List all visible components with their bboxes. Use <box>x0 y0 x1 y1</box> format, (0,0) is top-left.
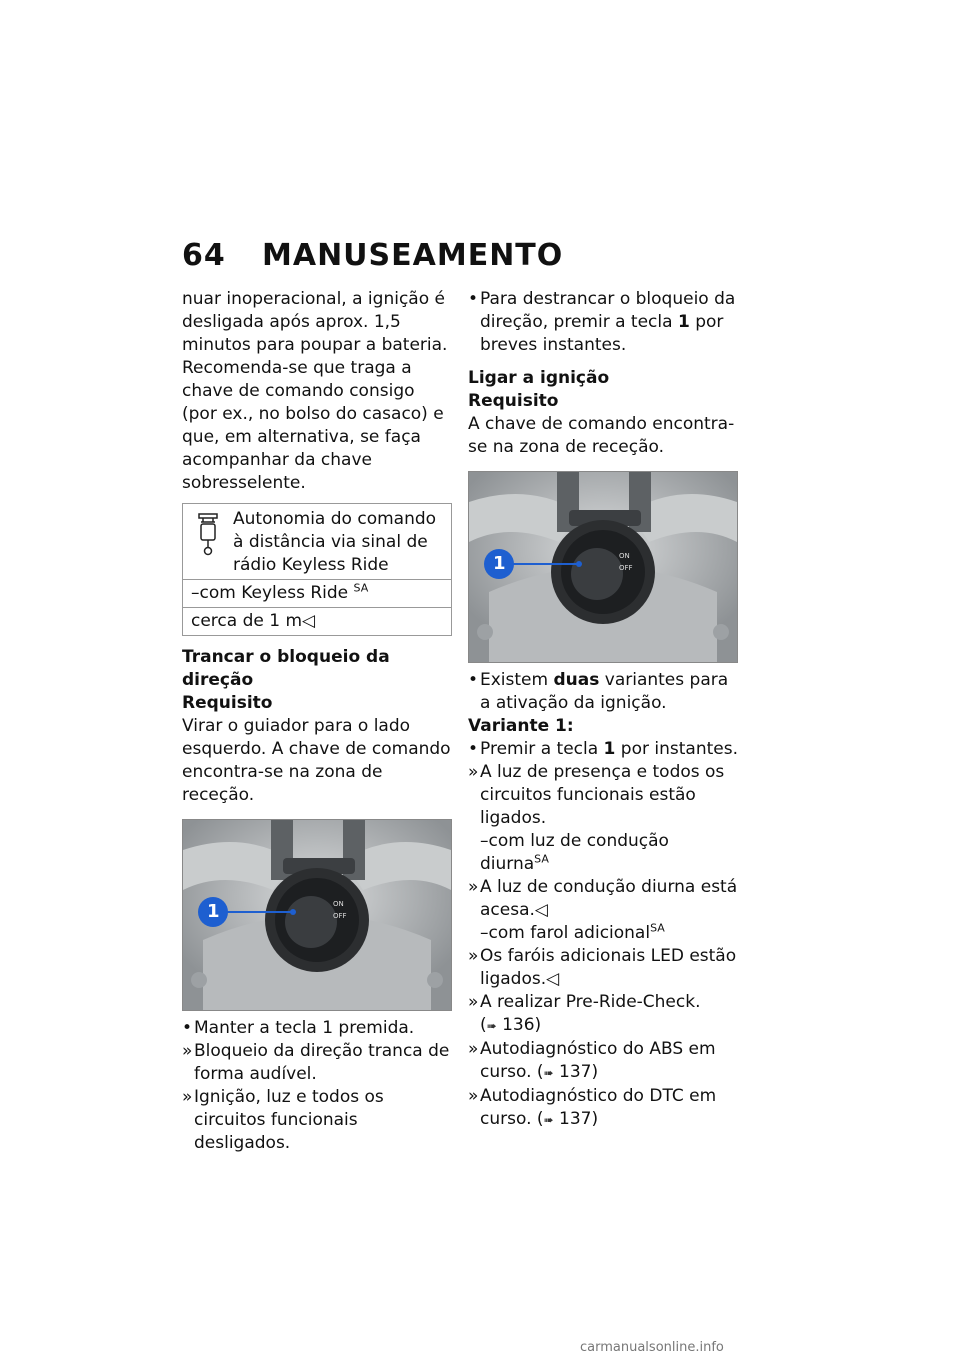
page-header <box>182 238 563 278</box>
ignition-switch-photo <box>182 819 452 1011</box>
list-item: –com farol adicional$^{SA}$ <box>480 921 665 943</box>
page-ref-arrow-icon: ➠ <box>543 1066 554 1080</box>
ignition-switch-photo <box>468 471 738 663</box>
page-ref[interactable]: 137) <box>559 1109 599 1129</box>
section-title: MANUSEAMENTO <box>262 238 564 273</box>
right-column <box>468 288 738 1132</box>
svg-text:ON: ON <box>619 552 630 560</box>
page-ref-arrow-icon: ➠ <box>486 1019 497 1033</box>
page-ref[interactable]: 137) <box>559 1062 599 1082</box>
requisite-text: A chave de comando encontra-se na zona de receção. <box>468 414 735 457</box>
range-table <box>182 503 452 636</box>
svg-text:OFF: OFF <box>619 564 633 572</box>
list-item: • Manter a tecla 1 premida. <box>182 1018 415 1038</box>
svg-text:ON: ON <box>333 900 344 908</box>
list-item: » Bloqueio da direção tranca de forma audível. <box>182 1041 450 1084</box>
list-item: » A luz de condução diurna está acesa.◁ <box>468 877 738 920</box>
sa-marker: SA <box>353 581 369 595</box>
lock-heading: Trancar o bloqueio da direção <box>182 647 390 690</box>
list-item: » A luz de presença e todos os circuitos funcionais estão ligados. <box>468 762 725 828</box>
range-table-condition: –com Keyless Ride $^{SA}$ <box>183 579 451 607</box>
svg-text:OFF: OFF <box>333 912 347 920</box>
requisite-text: Virar o guiador para o lado esquerdo. A chave de comando encontra-se na zona de receção. <box>182 716 451 805</box>
list-item: • Premir a tecla 1 por instantes. <box>468 739 738 759</box>
callout-1: 1 <box>493 553 506 574</box>
page-ref[interactable]: 136) <box>502 1015 542 1035</box>
variant-heading: Variante 1: <box>468 716 574 736</box>
keyless-remote-icon <box>195 512 221 563</box>
range-table-title: Autonomia do comando à distância via sinal de rádio Keyless Ride <box>233 509 437 575</box>
left-column <box>182 288 452 1155</box>
list-item: » Ignição, luz e todos os circuitos funcionais desligados. <box>182 1087 384 1153</box>
list-item: » Autodiagnóstico do DTC em curso. (➠ 137) <box>468 1086 717 1129</box>
list-item: » A realizar Pre-Ride-Check. (➠ 136) <box>468 992 701 1035</box>
sa-marker: SA <box>534 852 549 866</box>
range-table-header <box>183 504 451 579</box>
list-item: » Autodiagnóstico do ABS em curso. (➠ 137) <box>468 1039 716 1082</box>
requisite-heading: Requisito <box>182 693 273 713</box>
watermark: carmanualsonline.info <box>580 1340 724 1355</box>
sa-marker: SA <box>650 921 665 935</box>
list-item: –com luz de condução diurna$^{SA}$ <box>480 831 669 874</box>
requisite-heading: Requisito <box>468 391 559 411</box>
list-item: » Os faróis adicionais LED estão ligados.◁ <box>468 946 737 989</box>
page-ref-arrow-icon: ➠ <box>543 1113 554 1127</box>
ignition-heading: Ligar a ignição <box>468 368 610 388</box>
range-table-value: cerca de 1 m◁ <box>183 607 451 635</box>
intro-paragraph: nuar inoperacional, a ignição é desligada após aprox. 1,5 minutos para poupar a bateria. Recomenda-se que traga a chave de comando consigo (por ex., no bolso do casaco) e que, em alternativa, se faça acompanhar da chave sobresselente. <box>182 289 448 493</box>
list-item: • Para destrancar o bloqueio da direção, premir a tecla 1 por breves instantes. <box>468 289 736 355</box>
page-number: 64 <box>182 238 226 273</box>
list-item: • Existem duas variantes para a ativação da ignição. <box>468 670 729 713</box>
callout-1: 1 <box>207 901 220 922</box>
